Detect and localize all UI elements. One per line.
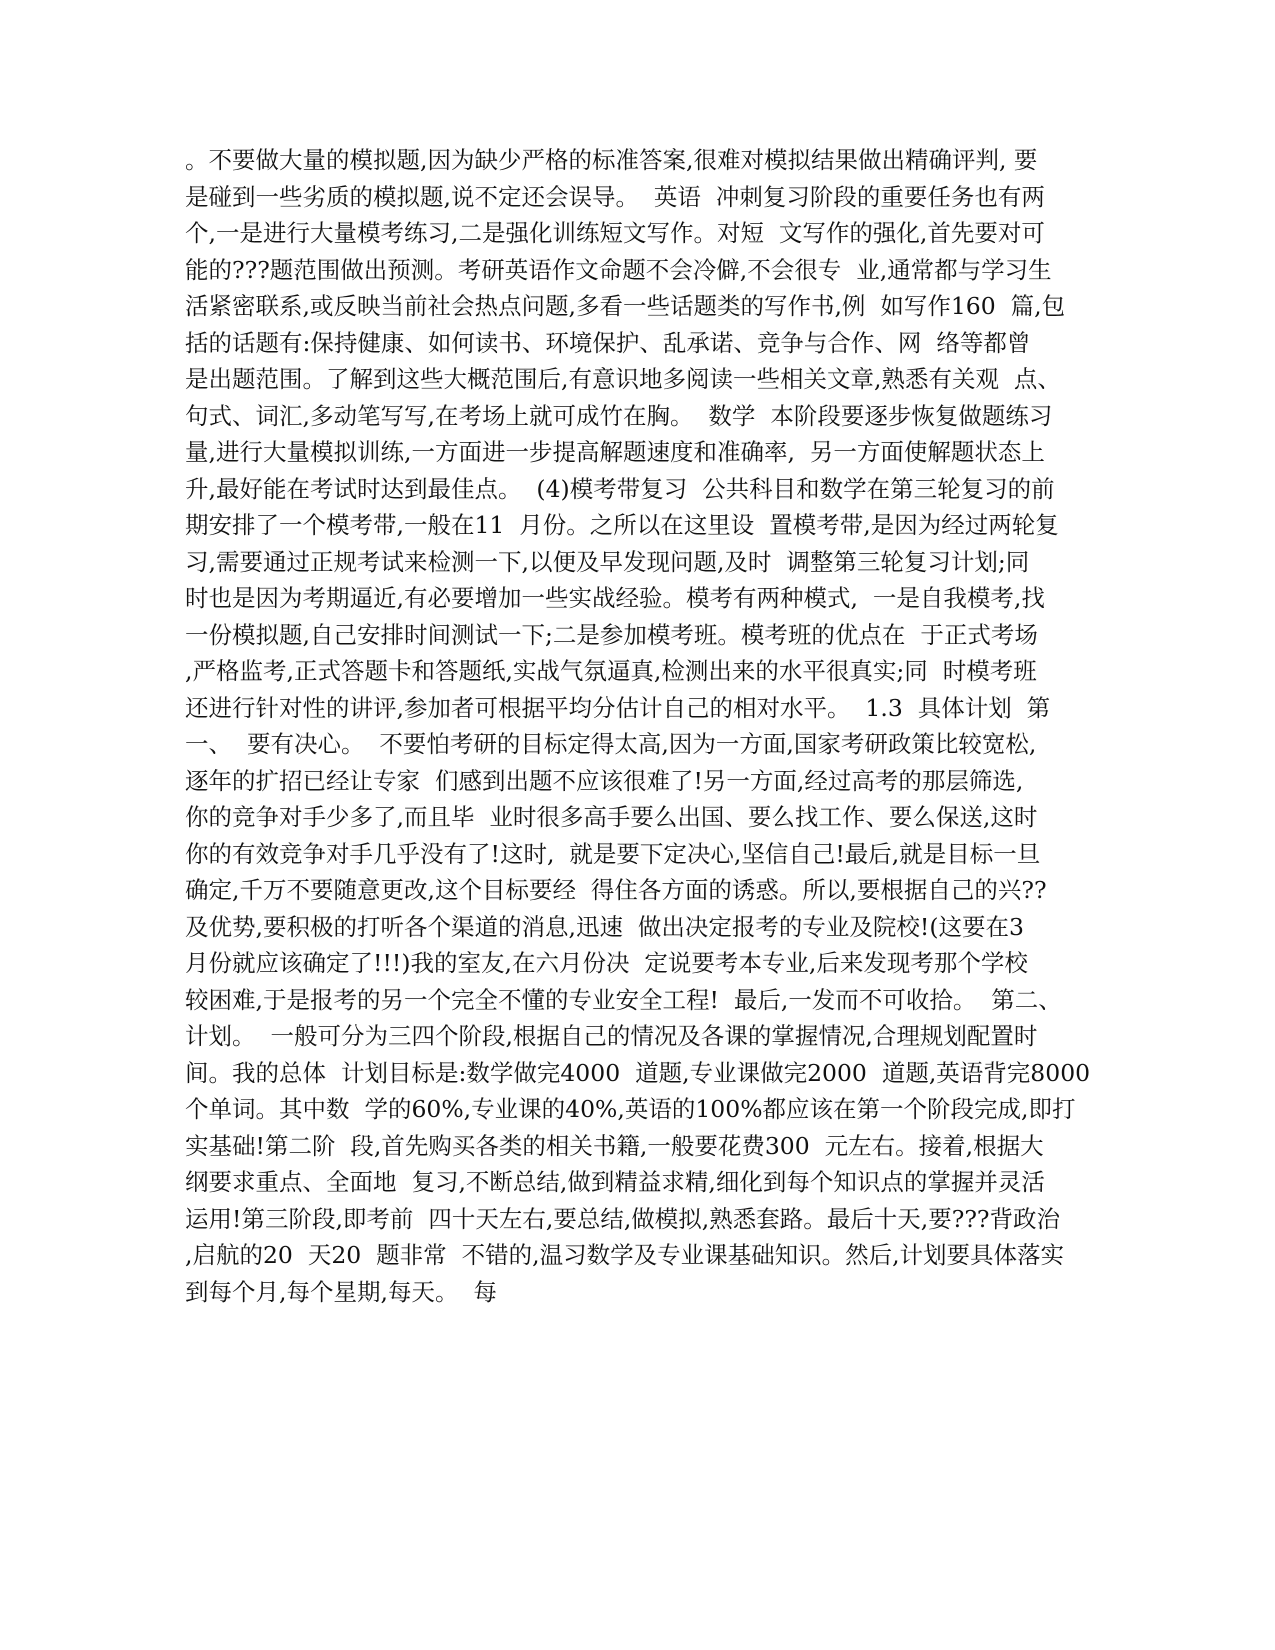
text-line: ,严格监考,正式答题卡和答题纸,实战气氛逼真,检测出来的水平很真实;同 时模考班 — [185, 657, 1037, 685]
text-line: 间。我的总体 计划目标是:数学做完4000 道题,专业课做完2000 道题,英语背完8000 — [185, 1058, 1090, 1087]
text-line: 一份模拟题,自己安排时间测试一下;二是参加模考班。模考班的优点在 于正式考场 — [185, 620, 1038, 649]
text-line: 是出题范围。了解到这些大概范围后,有意识地多阅读一些相关文章,熟悉有关观 点、 — [185, 365, 1061, 393]
text-line: 你的有效竞争对手几乎没有了!这时, 就是要下定决心,坚信自己!最后,就是目标一旦 — [185, 839, 1041, 868]
text-line: 月份就应该确定了!!!)我的室友,在六月份决 定说要考本专业,后来发现考那个学校 — [185, 949, 1028, 977]
text-line: 习,需要通过正规考试来检测一下,以便及早发现问题,及时 调整第三轮复习计划;同 — [185, 547, 1030, 576]
body-text — [185, 142, 1090, 1310]
text-line: 实基础!第二阶 段,首先购买各类的相关书籍,一般要花费300 元左右。接着,根据大 — [185, 1131, 1044, 1160]
text-line: 句式、词汇,多动笔写写,在考场上就可成竹在胸。 数学 本阶段要逐步恢复做题练习 — [185, 401, 1053, 430]
text-line: 计划。 一般可分为三四个阶段,根据自己的情况及各课的掌握情况,合理规划配置时 — [185, 1022, 1038, 1050]
text-line: 活紧密联系,或反映当前社会热点问题,多看一些话题类的写作书,例 如写作160 篇,包 — [185, 292, 1066, 320]
text-line: 能的???题范围做出预测。考研英语作文命题不会冷僻,不会很专 业,通常都与学习生 — [185, 255, 1052, 284]
text-line: 括的话题有:保持健康、如何读书、环境保护、乱承诺、竞争与合作、网 络等都曾 — [185, 328, 1031, 357]
text-line: 还进行针对性的讲评,参加者可根据平均分估计自己的相对水平。 1.3 具体计划 第 — [185, 693, 1051, 722]
text-line: 你的竞争对手少多了,而且毕 业时很多高手要么出国、要么找工作、要么保送,这时 — [185, 803, 1038, 831]
text-line: 。不要做大量的模拟题,因为缺少严格的标准答案,很难对模拟结果做出精确评判, 要 — [185, 146, 1038, 174]
text-line: 期安排了一个模考带,一般在11 月份。之所以在这里设 置模考带,是因为经过两轮复 — [185, 511, 1059, 539]
text-line: 时也是因为考期逼近,有必要增加一些实战经验。模考有两种模式, 一是自我模考,找 — [185, 584, 1045, 612]
text-line: 个,一是进行大量模考练习,二是强化训练短文写作。对短 文写作的强化,首先要对可 — [185, 219, 1045, 247]
text-line: 到每个月,每个星期,每天。 每 — [185, 1277, 497, 1306]
text-line: 升,最好能在考试时达到最佳点。 (4)模考带复习 公共科目和数学在第三轮复习的前 — [185, 474, 1055, 503]
text-line: 确定,千万不要随意更改,这个目标要经 得住各方面的诱惑。所以,要根据自己的兴?? — [185, 876, 1047, 904]
text-line: 一、 要有决心。 不要怕考研的目标定得太高,因为一方面,国家考研政策比较宽松, — [185, 730, 1037, 758]
text-line: 是碰到一些劣质的模拟题,说不定还会误导。 英语 冲刺复习阶段的重要任务也有两 — [185, 182, 1045, 211]
text-line: ,启航的20 天20 题非常 不错的,温习数学及专业课基础知识。然后,计划要具体落实 — [185, 1241, 1065, 1269]
text-line: 纲要求重点、全面地 复习,不断总结,做到精益求精,细化到每个知识点的掌握并灵活 — [185, 1168, 1045, 1196]
text-line: 运用!第三阶段,即考前 四十天左右,要总结,做模拟,熟悉套路。最后十天,要???背政治 — [185, 1204, 1061, 1233]
text-line: 量,进行大量模拟训练,一方面进一步提高解题速度和准确率, 另一方面使解题状态上 — [185, 438, 1045, 466]
text-line: 及优势,要积极的打听各个渠道的消息,迅速 做出决定报考的专业及院校!(这要在3 — [185, 912, 1024, 941]
text-line: 逐年的扩招已经让专家 们感到出题不应该很难了!另一方面,经过高考的那层筛选, — [185, 766, 1024, 795]
text-line: 个单词。其中数 学的60%,专业课的40%,英语的100%都应该在第一个阶段完成,即打 — [185, 1095, 1076, 1123]
text-line: 较困难,于是报考的另一个完全不懂的专业安全工程! 最后,一发而不可收拾。 第二、 — [185, 985, 1062, 1014]
